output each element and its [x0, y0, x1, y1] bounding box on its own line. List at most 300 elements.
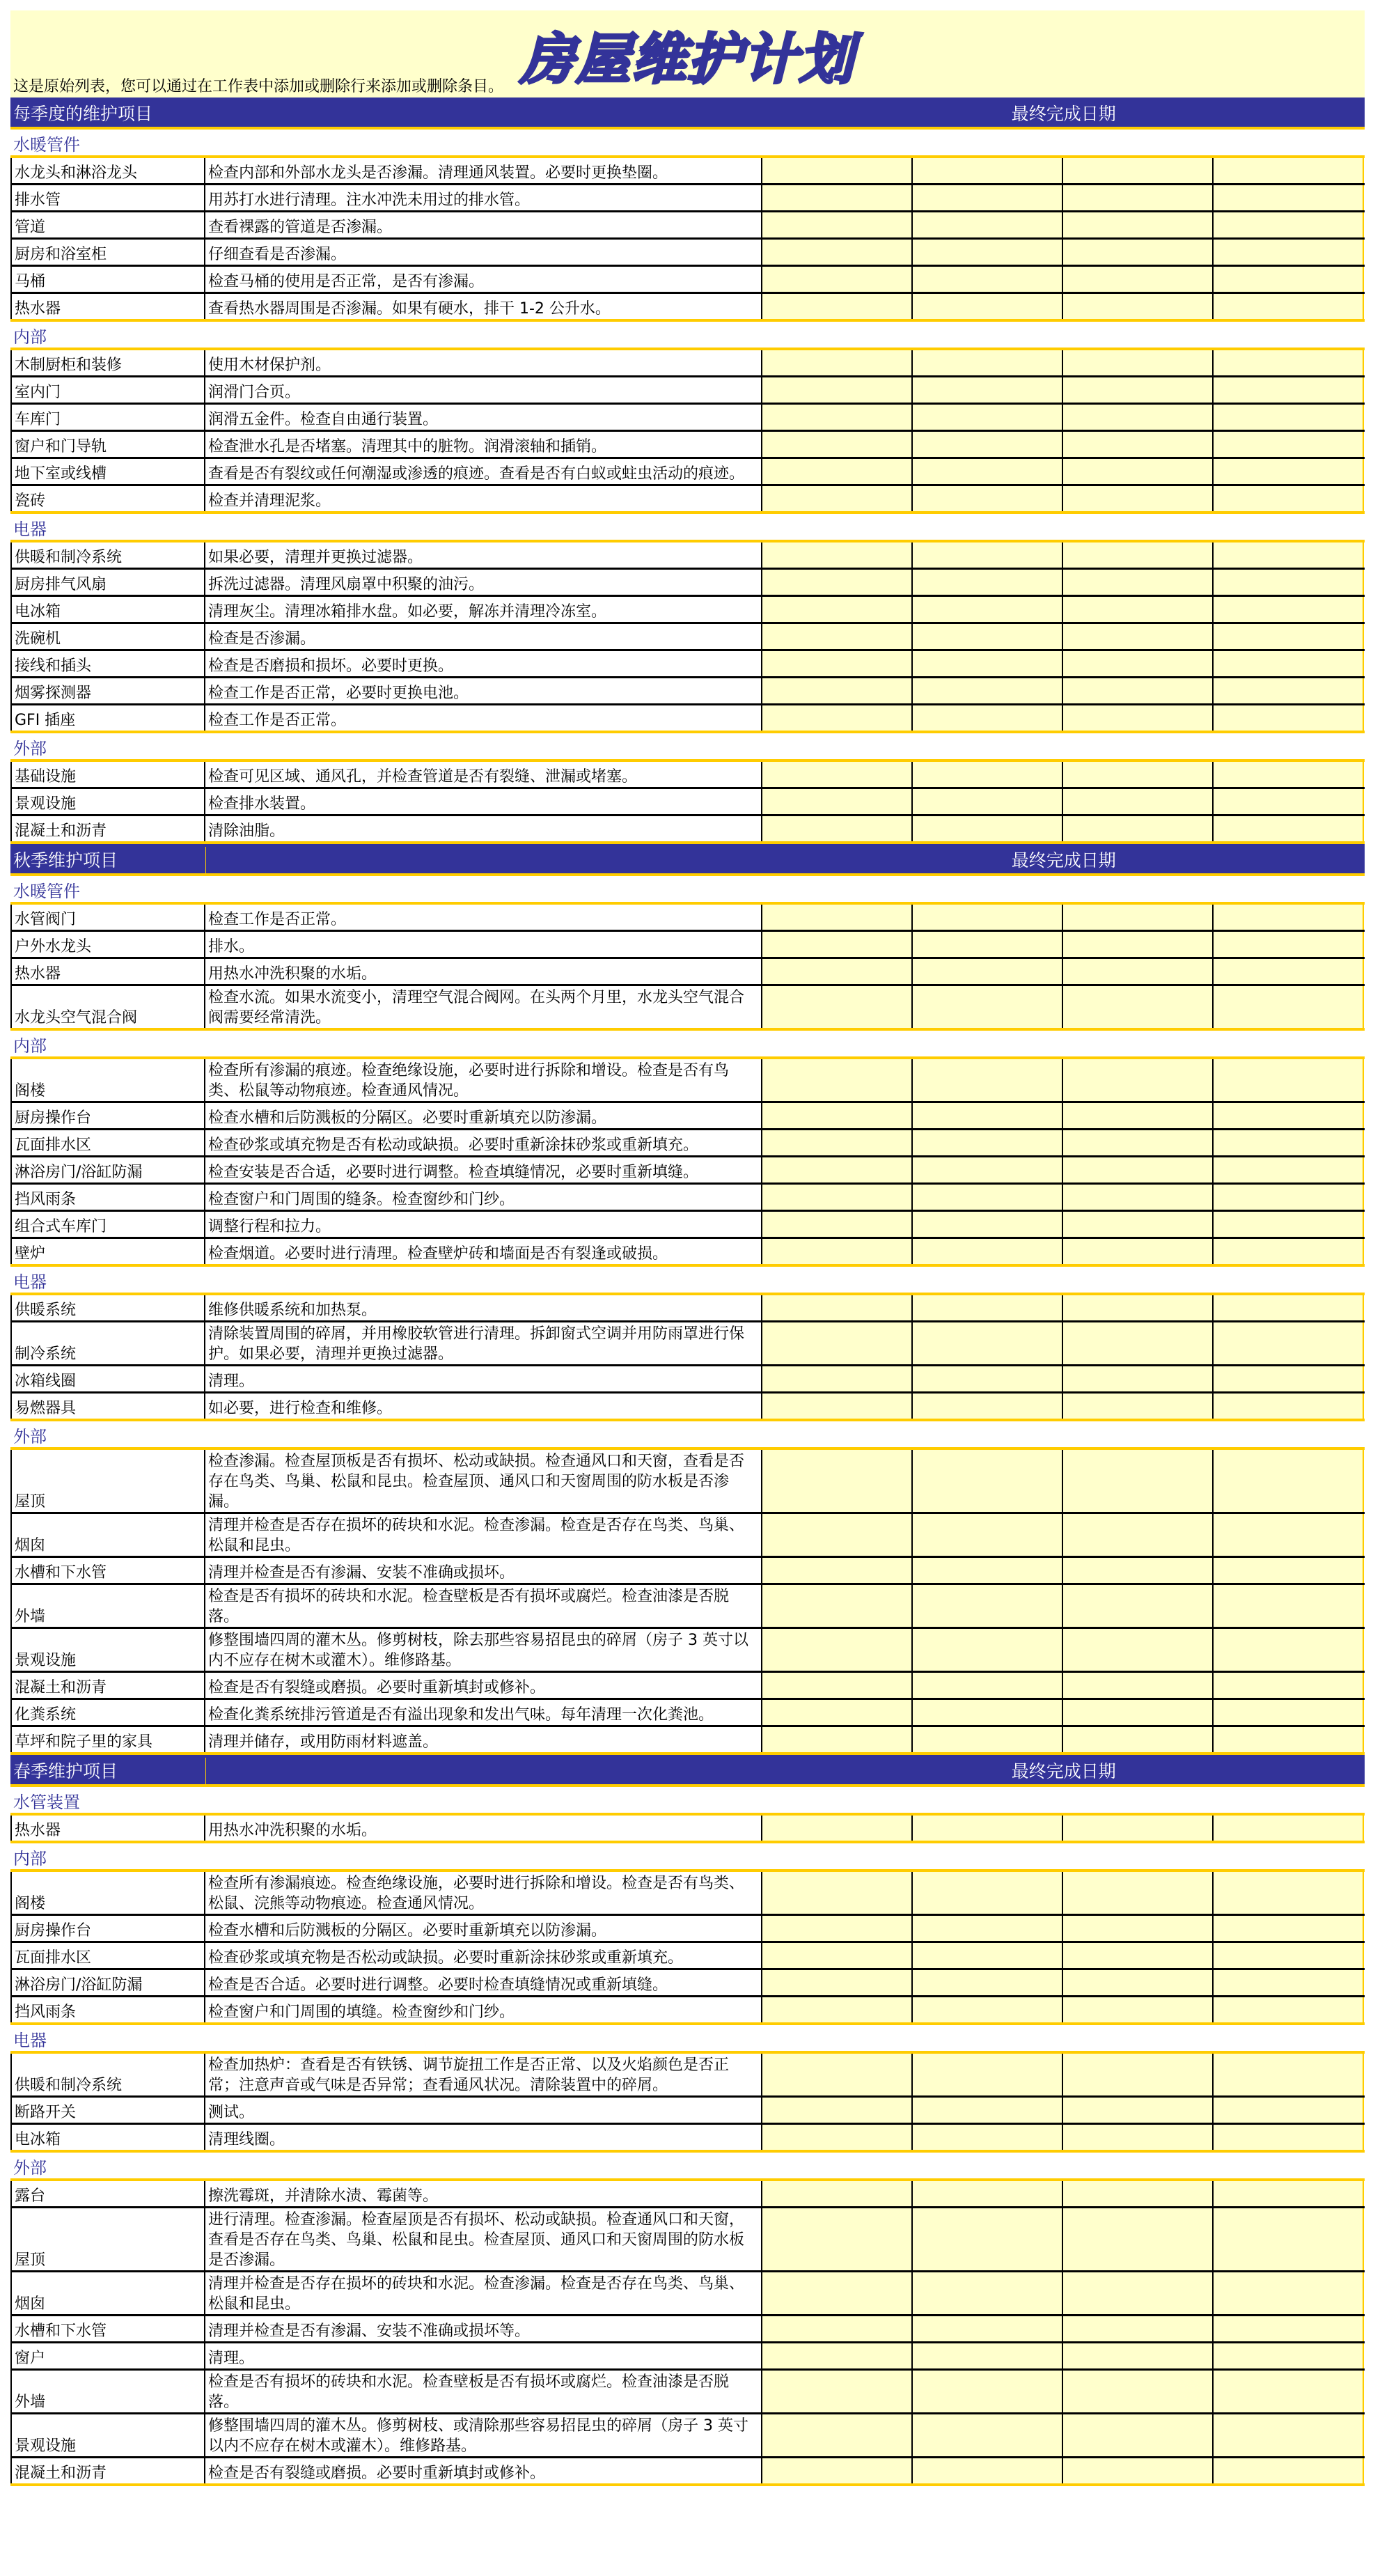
completion-date-cell[interactable] [1214, 1239, 1364, 1264]
completion-date-cell[interactable] [1214, 1943, 1364, 1968]
item-name-cell[interactable]: 户外水龙头 [10, 932, 205, 957]
task-description-cell[interactable]: 查看是否有裂纹或任何潮湿或渗透的痕迹。查看是否有白蚁或蛀虫活动的痕迹。 [205, 459, 762, 484]
completion-date-cell[interactable] [1063, 2054, 1214, 2095]
completion-date-cell[interactable] [913, 2181, 1063, 2206]
task-description-cell[interactable]: 查看裸露的管道是否渗漏。 [205, 212, 762, 237]
task-description-cell[interactable]: 检查渗漏。检查屋顶板是否有损坏、松动或缺损。检查通风口和天窗，查看是否存在鸟类、鸟巢、松鼠和昆虫。检查屋顶、通风口和天窗周围的防水板是否渗漏。 [205, 1450, 762, 1512]
task-description-cell[interactable]: 检查水槽和后防溅板的分隔区。必要时重新填充以防渗漏。 [205, 1103, 762, 1128]
completion-date-cell[interactable] [762, 570, 913, 595]
completion-date-cell[interactable] [1063, 1059, 1214, 1101]
completion-date-cell[interactable] [913, 705, 1063, 731]
task-description-cell[interactable]: 检查窗户和门周围的填缝。检查窗纱和门纱。 [205, 1997, 762, 2022]
completion-date-cell[interactable] [913, 762, 1063, 787]
completion-date-cell[interactable] [913, 2414, 1063, 2456]
task-description-cell[interactable]: 清理。 [205, 2343, 762, 2368]
completion-date-cell[interactable] [1214, 459, 1364, 484]
item-name-cell[interactable]: 外墙 [10, 1585, 205, 1627]
completion-date-cell[interactable] [1063, 1585, 1214, 1627]
completion-date-cell[interactable] [762, 597, 913, 622]
item-name-cell[interactable]: 管道 [10, 212, 205, 237]
item-name-cell[interactable]: 挡风雨条 [10, 1997, 205, 2022]
completion-date-cell[interactable] [1214, 597, 1364, 622]
completion-date-cell[interactable] [762, 905, 913, 930]
completion-date-cell[interactable] [913, 1629, 1063, 1671]
completion-date-cell[interactable] [1063, 762, 1214, 787]
task-description-cell[interactable]: 测试。 [205, 2098, 762, 2123]
item-name-cell[interactable]: 供暖系统 [10, 1295, 205, 1320]
item-name-cell[interactable]: 外墙 [10, 2371, 205, 2412]
task-description-cell[interactable]: 检查是否有裂缝或磨损。必要时重新填封或修补。 [205, 1673, 762, 1698]
completion-date-cell[interactable] [1063, 185, 1214, 210]
task-description-cell[interactable]: 清理线圈。 [205, 2125, 762, 2150]
completion-date-cell[interactable] [1063, 486, 1214, 511]
task-description-cell[interactable]: 清理并检查是否存在损坏的砖块和水泥。检查渗漏。检查是否存在鸟类、鸟巢、松鼠和昆虫。 [205, 1514, 762, 1556]
completion-date-cell[interactable] [1214, 1916, 1364, 1941]
item-name-cell[interactable]: 挡风雨条 [10, 1185, 205, 1210]
task-description-cell[interactable]: 排水。 [205, 932, 762, 957]
completion-date-cell[interactable] [1214, 542, 1364, 568]
completion-date-cell[interactable] [1063, 2181, 1214, 2206]
completion-date-cell[interactable] [913, 570, 1063, 595]
completion-date-cell[interactable] [762, 2054, 913, 2095]
completion-date-cell[interactable] [762, 432, 913, 457]
task-description-cell[interactable]: 用热水冲洗积聚的水垢。 [205, 959, 762, 984]
completion-date-cell[interactable] [762, 377, 913, 403]
completion-date-cell[interactable] [913, 1970, 1063, 1995]
item-name-cell[interactable]: 供暖和制冷系统 [10, 2054, 205, 2095]
task-description-cell[interactable]: 检查排水装置。 [205, 789, 762, 814]
completion-date-cell[interactable] [913, 1394, 1063, 1419]
completion-date-cell[interactable] [762, 1816, 913, 1841]
item-name-cell[interactable]: 断路开关 [10, 2098, 205, 2123]
completion-date-cell[interactable] [1214, 624, 1364, 649]
completion-date-cell[interactable] [1063, 705, 1214, 731]
task-description-cell[interactable]: 检查泄水孔是否堵塞。清理其中的脏物。润滑滚轴和插销。 [205, 432, 762, 457]
item-name-cell[interactable]: 淋浴房门/浴缸防漏 [10, 1970, 205, 1995]
completion-date-cell[interactable] [762, 1727, 913, 1752]
completion-date-cell[interactable] [913, 2054, 1063, 2095]
completion-date-cell[interactable] [762, 1450, 913, 1512]
completion-date-cell[interactable] [1214, 1700, 1364, 1725]
item-name-cell[interactable]: 洗碗机 [10, 624, 205, 649]
completion-date-cell[interactable] [762, 1943, 913, 1968]
completion-date-cell[interactable] [913, 377, 1063, 403]
item-name-cell[interactable]: 排水管 [10, 185, 205, 210]
completion-date-cell[interactable] [1214, 2371, 1364, 2412]
completion-date-cell[interactable] [1063, 2125, 1214, 2150]
completion-date-cell[interactable] [913, 2371, 1063, 2412]
completion-date-cell[interactable] [1063, 267, 1214, 292]
completion-date-cell[interactable] [1063, 350, 1214, 375]
completion-date-cell[interactable] [1214, 2272, 1364, 2314]
task-description-cell[interactable]: 检查是否有裂缝或磨损。必要时重新填封或修补。 [205, 2458, 762, 2483]
completion-date-cell[interactable] [1063, 1558, 1214, 1583]
item-name-cell[interactable]: 水槽和下水管 [10, 1558, 205, 1583]
item-name-cell[interactable]: 易燃器具 [10, 1394, 205, 1419]
item-name-cell[interactable]: 水龙头和淋浴龙头 [10, 158, 205, 183]
completion-date-cell[interactable] [762, 212, 913, 237]
completion-date-cell[interactable] [913, 1059, 1063, 1101]
completion-date-cell[interactable] [1063, 959, 1214, 984]
completion-date-cell[interactable] [913, 789, 1063, 814]
item-name-cell[interactable]: 窗户和门导轨 [10, 432, 205, 457]
item-name-cell[interactable]: 混凝土和沥青 [10, 1673, 205, 1698]
item-name-cell[interactable]: 厨房操作台 [10, 1916, 205, 1941]
item-name-cell[interactable]: 基础设施 [10, 762, 205, 787]
completion-date-cell[interactable] [1214, 158, 1364, 183]
completion-date-cell[interactable] [1063, 1239, 1214, 1264]
completion-date-cell[interactable] [1063, 1157, 1214, 1182]
completion-date-cell[interactable] [1063, 2458, 1214, 2483]
completion-date-cell[interactable] [762, 986, 913, 1028]
completion-date-cell[interactable] [1214, 486, 1364, 511]
task-description-cell[interactable]: 维修供暖系统和加热泵。 [205, 1295, 762, 1320]
completion-date-cell[interactable] [762, 789, 913, 814]
task-description-cell[interactable]: 检查是否磨损和损坏。必要时更换。 [205, 651, 762, 676]
completion-date-cell[interactable] [1063, 1816, 1214, 1841]
completion-date-cell[interactable] [913, 212, 1063, 237]
completion-date-cell[interactable] [1063, 2343, 1214, 2368]
task-description-cell[interactable]: 检查是否有损坏的砖块和水泥。检查壁板是否有损坏或腐烂。检查油漆是否脱落。 [205, 1585, 762, 1627]
completion-date-cell[interactable] [1214, 986, 1364, 1028]
completion-date-cell[interactable] [762, 1997, 913, 2022]
item-name-cell[interactable]: 屋顶 [10, 1450, 205, 1512]
completion-date-cell[interactable] [1214, 1450, 1364, 1512]
completion-date-cell[interactable] [762, 1157, 913, 1182]
completion-date-cell[interactable] [1214, 432, 1364, 457]
completion-date-cell[interactable] [762, 1322, 913, 1364]
task-description-cell[interactable]: 检查加热炉：查看是否有铁锈、调节旋扭工作是否正常、以及火焰颜色是否正常；注意声音或气味是否异常；查看通风状况。清除装置中的碎屑。 [205, 2054, 762, 2095]
completion-date-cell[interactable] [1214, 2054, 1364, 2095]
completion-date-cell[interactable] [1063, 2414, 1214, 2456]
completion-date-cell[interactable] [1214, 1394, 1364, 1419]
task-description-cell[interactable]: 清理并检查是否有渗漏、安装不准确或损坏等。 [205, 2316, 762, 2341]
completion-date-cell[interactable] [1214, 1872, 1364, 1914]
completion-date-cell[interactable] [913, 1450, 1063, 1512]
completion-date-cell[interactable] [913, 597, 1063, 622]
completion-date-cell[interactable] [762, 1130, 913, 1155]
item-name-cell[interactable]: 化粪系统 [10, 1700, 205, 1725]
completion-date-cell[interactable] [1063, 1916, 1214, 1941]
completion-date-cell[interactable] [762, 1103, 913, 1128]
completion-date-cell[interactable] [913, 1997, 1063, 2022]
completion-date-cell[interactable] [1214, 2181, 1364, 2206]
completion-date-cell[interactable] [762, 1185, 913, 1210]
completion-date-cell[interactable] [762, 2125, 913, 2150]
task-description-cell[interactable]: 润滑门合页。 [205, 377, 762, 403]
task-description-cell[interactable]: 查看热水器周围是否渗漏。如果有硬水，排干 1-2 公升水。 [205, 294, 762, 319]
completion-date-cell[interactable] [1063, 1130, 1214, 1155]
task-description-cell[interactable]: 检查砂浆或填充物是否有松动或缺损。必要时重新涂抹砂浆或重新填充。 [205, 1130, 762, 1155]
completion-date-cell[interactable] [762, 1916, 913, 1941]
completion-date-cell[interactable] [1063, 2272, 1214, 2314]
completion-date-cell[interactable] [1063, 986, 1214, 1028]
completion-date-cell[interactable] [1063, 932, 1214, 957]
completion-date-cell[interactable] [762, 267, 913, 292]
task-description-cell[interactable]: 清除装置周围的碎屑，并用橡胶软管进行清理。拆卸窗式空调并用防雨罩进行保护。如果必要，清理并更换过滤器。 [205, 1322, 762, 1364]
completion-date-cell[interactable] [913, 1872, 1063, 1914]
completion-date-cell[interactable] [913, 1585, 1063, 1627]
item-name-cell[interactable]: 露台 [10, 2181, 205, 2206]
completion-date-cell[interactable] [1214, 185, 1364, 210]
task-description-cell[interactable]: 仔细查看是否渗漏。 [205, 240, 762, 265]
task-description-cell[interactable]: 检查马桶的使用是否正常，是否有渗漏。 [205, 267, 762, 292]
completion-date-cell[interactable] [913, 1558, 1063, 1583]
completion-date-cell[interactable] [1063, 1366, 1214, 1391]
item-name-cell[interactable]: 室内门 [10, 377, 205, 403]
completion-date-cell[interactable] [1063, 2371, 1214, 2412]
completion-date-cell[interactable] [1063, 294, 1214, 319]
completion-date-cell[interactable] [1063, 2098, 1214, 2123]
completion-date-cell[interactable] [913, 1700, 1063, 1725]
item-name-cell[interactable]: 车库门 [10, 405, 205, 430]
item-name-cell[interactable]: 景观设施 [10, 789, 205, 814]
completion-date-cell[interactable] [1063, 212, 1214, 237]
completion-date-cell[interactable] [1214, 1629, 1364, 1671]
item-name-cell[interactable]: 接线和插头 [10, 651, 205, 676]
item-name-cell[interactable]: 木制厨柜和装修 [10, 350, 205, 375]
item-name-cell[interactable]: 烟囱 [10, 2272, 205, 2314]
item-name-cell[interactable]: 水龙头空气混合阀 [10, 986, 205, 1028]
completion-date-cell[interactable] [913, 185, 1063, 210]
completion-date-cell[interactable] [1214, 377, 1364, 403]
completion-date-cell[interactable] [1063, 1872, 1214, 1914]
item-name-cell[interactable]: 厨房排气风扇 [10, 570, 205, 595]
task-description-cell[interactable]: 如必要，进行检查和维修。 [205, 1394, 762, 1419]
completion-date-cell[interactable] [1214, 1103, 1364, 1128]
item-name-cell[interactable]: 水管阀门 [10, 905, 205, 930]
task-description-cell[interactable]: 检查工作是否正常，必要时更换电池。 [205, 678, 762, 703]
completion-date-cell[interactable] [913, 624, 1063, 649]
completion-date-cell[interactable] [1214, 1970, 1364, 1995]
task-description-cell[interactable]: 检查内部和外部水龙头是否渗漏。清理通风装置。必要时更换垫圈。 [205, 158, 762, 183]
completion-date-cell[interactable] [1063, 2208, 1214, 2270]
completion-date-cell[interactable] [762, 932, 913, 957]
completion-date-cell[interactable] [1063, 816, 1214, 841]
completion-date-cell[interactable] [913, 1727, 1063, 1752]
completion-date-cell[interactable] [1214, 959, 1364, 984]
completion-date-cell[interactable] [1214, 2125, 1364, 2150]
completion-date-cell[interactable] [1063, 158, 1214, 183]
completion-date-cell[interactable] [1063, 570, 1214, 595]
item-name-cell[interactable]: 景观设施 [10, 2414, 205, 2456]
completion-date-cell[interactable] [762, 350, 913, 375]
item-name-cell[interactable]: 混凝土和沥青 [10, 816, 205, 841]
completion-date-cell[interactable] [913, 2316, 1063, 2341]
completion-date-cell[interactable] [1214, 1185, 1364, 1210]
completion-date-cell[interactable] [762, 1059, 913, 1101]
completion-date-cell[interactable] [762, 1295, 913, 1320]
completion-date-cell[interactable] [1063, 905, 1214, 930]
completion-date-cell[interactable] [1214, 240, 1364, 265]
task-description-cell[interactable]: 检查砂浆或填充物是否松动或缺损。必要时重新涂抹砂浆或重新填充。 [205, 1943, 762, 1968]
completion-date-cell[interactable] [913, 1673, 1063, 1698]
item-name-cell[interactable]: 厨房操作台 [10, 1103, 205, 1128]
completion-date-cell[interactable] [762, 705, 913, 731]
completion-date-cell[interactable] [1214, 705, 1364, 731]
completion-date-cell[interactable] [913, 542, 1063, 568]
completion-date-cell[interactable] [913, 1130, 1063, 1155]
completion-date-cell[interactable] [1063, 240, 1214, 265]
item-name-cell[interactable]: 草坪和院子里的家具 [10, 1727, 205, 1752]
completion-date-cell[interactable] [762, 158, 913, 183]
completion-date-cell[interactable] [1063, 1700, 1214, 1725]
completion-date-cell[interactable] [1214, 350, 1364, 375]
completion-date-cell[interactable] [913, 405, 1063, 430]
completion-date-cell[interactable] [762, 2316, 913, 2341]
task-description-cell[interactable]: 进行清理。检查渗漏。检查屋顶是否有损坏、松动或缺损。检查通风口和天窗，查看是否存在鸟类、鸟巢、松鼠和昆虫。检查屋顶、通风口和天窗周围的防水板是否渗漏。 [205, 2208, 762, 2270]
completion-date-cell[interactable] [913, 294, 1063, 319]
completion-date-cell[interactable] [762, 240, 913, 265]
completion-date-cell[interactable] [762, 678, 913, 703]
item-name-cell[interactable]: 混凝土和沥青 [10, 2458, 205, 2483]
completion-date-cell[interactable] [1063, 1970, 1214, 1995]
completion-date-cell[interactable] [913, 1943, 1063, 1968]
completion-date-cell[interactable] [1214, 405, 1364, 430]
completion-date-cell[interactable] [762, 1872, 913, 1914]
completion-date-cell[interactable] [1214, 1295, 1364, 1320]
item-name-cell[interactable]: 热水器 [10, 1816, 205, 1841]
task-description-cell[interactable]: 检查是否渗漏。 [205, 624, 762, 649]
completion-date-cell[interactable] [762, 651, 913, 676]
completion-date-cell[interactable] [762, 1700, 913, 1725]
completion-date-cell[interactable] [913, 459, 1063, 484]
item-name-cell[interactable]: 水槽和下水管 [10, 2316, 205, 2341]
completion-date-cell[interactable] [913, 2098, 1063, 2123]
completion-date-cell[interactable] [762, 2208, 913, 2270]
completion-date-cell[interactable] [1063, 1514, 1214, 1556]
completion-date-cell[interactable] [913, 1212, 1063, 1237]
item-name-cell[interactable]: 瓦面排水区 [10, 1130, 205, 1155]
item-name-cell[interactable]: 壁炉 [10, 1239, 205, 1264]
task-description-cell[interactable]: 清理并检查是否存在损坏的砖块和水泥。检查渗漏。检查是否存在鸟类、鸟巢、松鼠和昆虫。 [205, 2272, 762, 2314]
item-name-cell[interactable]: 地下室或线槽 [10, 459, 205, 484]
completion-date-cell[interactable] [762, 1212, 913, 1237]
completion-date-cell[interactable] [762, 762, 913, 787]
completion-date-cell[interactable] [1063, 459, 1214, 484]
task-description-cell[interactable]: 润滑五金件。检查自由通行装置。 [205, 405, 762, 430]
completion-date-cell[interactable] [1214, 1212, 1364, 1237]
completion-date-cell[interactable] [913, 651, 1063, 676]
completion-date-cell[interactable] [913, 2125, 1063, 2150]
completion-date-cell[interactable] [1214, 2458, 1364, 2483]
completion-date-cell[interactable] [762, 1629, 913, 1671]
task-description-cell[interactable]: 检查水流。如果水流变小，清理空气混合阀网。在头两个月里，水龙头空气混合阀需要经常清洗。 [205, 986, 762, 1028]
completion-date-cell[interactable] [762, 816, 913, 841]
completion-date-cell[interactable] [762, 2371, 913, 2412]
completion-date-cell[interactable] [762, 405, 913, 430]
completion-date-cell[interactable] [1063, 1103, 1214, 1128]
completion-date-cell[interactable] [1063, 1943, 1214, 1968]
task-description-cell[interactable]: 调整行程和拉力。 [205, 1212, 762, 1237]
completion-date-cell[interactable] [762, 294, 913, 319]
item-name-cell[interactable]: 厨房和浴室柜 [10, 240, 205, 265]
task-description-cell[interactable]: 检查所有渗漏的痕迹。检查绝缘设施，必要时进行拆除和增设。检查是否有鸟类、松鼠等动物痕迹。检查通风情况。 [205, 1059, 762, 1101]
item-name-cell[interactable]: 烟囱 [10, 1514, 205, 1556]
completion-date-cell[interactable] [762, 1239, 913, 1264]
completion-date-cell[interactable] [1063, 542, 1214, 568]
completion-date-cell[interactable] [762, 1673, 913, 1698]
completion-date-cell[interactable] [1214, 762, 1364, 787]
completion-date-cell[interactable] [1063, 1394, 1214, 1419]
task-description-cell[interactable]: 检查可见区域、通风孔，并检查管道是否有裂缝、泄漏或堵塞。 [205, 762, 762, 787]
completion-date-cell[interactable] [913, 1366, 1063, 1391]
item-name-cell[interactable]: 阁楼 [10, 1059, 205, 1101]
completion-date-cell[interactable] [762, 1970, 913, 1995]
completion-date-cell[interactable] [762, 1366, 913, 1391]
completion-date-cell[interactable] [762, 959, 913, 984]
completion-date-cell[interactable] [913, 2343, 1063, 2368]
task-description-cell[interactable]: 检查是否有损坏的砖块和水泥。检查壁板是否有损坏或腐烂。检查油漆是否脱落。 [205, 2371, 762, 2412]
completion-date-cell[interactable] [1214, 1673, 1364, 1698]
completion-date-cell[interactable] [1214, 2316, 1364, 2341]
completion-date-cell[interactable] [913, 905, 1063, 930]
task-description-cell[interactable]: 检查化粪系统排污管道是否有溢出现象和发出气味。每年清理一次化粪池。 [205, 1700, 762, 1725]
task-description-cell[interactable]: 清理灰尘。清理冰箱排水盘。如必要，解冻并清理冷冻室。 [205, 597, 762, 622]
task-description-cell[interactable]: 用热水冲洗积聚的水垢。 [205, 1816, 762, 1841]
task-description-cell[interactable]: 检查是否合适。必要时进行调整。必要时检查填缝情况或重新填缝。 [205, 1970, 762, 1995]
completion-date-cell[interactable] [913, 1103, 1063, 1128]
completion-date-cell[interactable] [1063, 678, 1214, 703]
completion-date-cell[interactable] [913, 1157, 1063, 1182]
item-name-cell[interactable]: 阁楼 [10, 1872, 205, 1914]
completion-date-cell[interactable] [1214, 1514, 1364, 1556]
task-description-cell[interactable]: 用苏打水进行清理。注水冲洗未用过的排水管。 [205, 185, 762, 210]
task-description-cell[interactable]: 使用木材保护剂。 [205, 350, 762, 375]
completion-date-cell[interactable] [1214, 1585, 1364, 1627]
task-description-cell[interactable]: 检查工作是否正常。 [205, 905, 762, 930]
completion-date-cell[interactable] [913, 986, 1063, 1028]
completion-date-cell[interactable] [1214, 1816, 1364, 1841]
completion-date-cell[interactable] [762, 2458, 913, 2483]
completion-date-cell[interactable] [1063, 1727, 1214, 1752]
completion-date-cell[interactable] [913, 1816, 1063, 1841]
task-description-cell[interactable]: 拆洗过滤器。清理风扇罩中积聚的油污。 [205, 570, 762, 595]
item-name-cell[interactable]: 制冷系统 [10, 1322, 205, 1364]
completion-date-cell[interactable] [1063, 651, 1214, 676]
completion-date-cell[interactable] [762, 1394, 913, 1419]
completion-date-cell[interactable] [1063, 1673, 1214, 1698]
item-name-cell[interactable]: 冰箱线圈 [10, 1366, 205, 1391]
completion-date-cell[interactable] [762, 1585, 913, 1627]
item-name-cell[interactable]: 马桶 [10, 267, 205, 292]
item-name-cell[interactable]: 瓷砖 [10, 486, 205, 511]
completion-date-cell[interactable] [1214, 1130, 1364, 1155]
completion-date-cell[interactable] [1214, 1558, 1364, 1583]
task-description-cell[interactable]: 检查窗户和门周围的缝条。检查窗纱和门纱。 [205, 1185, 762, 1210]
task-description-cell[interactable]: 检查安装是否合适，必要时进行调整。检查填缝情况，必要时重新填缝。 [205, 1157, 762, 1182]
completion-date-cell[interactable] [762, 624, 913, 649]
completion-date-cell[interactable] [1063, 1450, 1214, 1512]
completion-date-cell[interactable] [1063, 624, 1214, 649]
completion-date-cell[interactable] [913, 350, 1063, 375]
completion-date-cell[interactable] [762, 459, 913, 484]
completion-date-cell[interactable] [762, 486, 913, 511]
completion-date-cell[interactable] [1214, 678, 1364, 703]
completion-date-cell[interactable] [1214, 212, 1364, 237]
completion-date-cell[interactable] [913, 2208, 1063, 2270]
completion-date-cell[interactable] [1214, 1322, 1364, 1364]
item-name-cell[interactable]: 窗户 [10, 2343, 205, 2368]
completion-date-cell[interactable] [1063, 405, 1214, 430]
completion-date-cell[interactable] [913, 678, 1063, 703]
completion-date-cell[interactable] [913, 1185, 1063, 1210]
completion-date-cell[interactable] [913, 267, 1063, 292]
item-name-cell[interactable]: 供暖和制冷系统 [10, 542, 205, 568]
completion-date-cell[interactable] [1214, 1157, 1364, 1182]
completion-date-cell[interactable] [913, 240, 1063, 265]
completion-date-cell[interactable] [913, 158, 1063, 183]
